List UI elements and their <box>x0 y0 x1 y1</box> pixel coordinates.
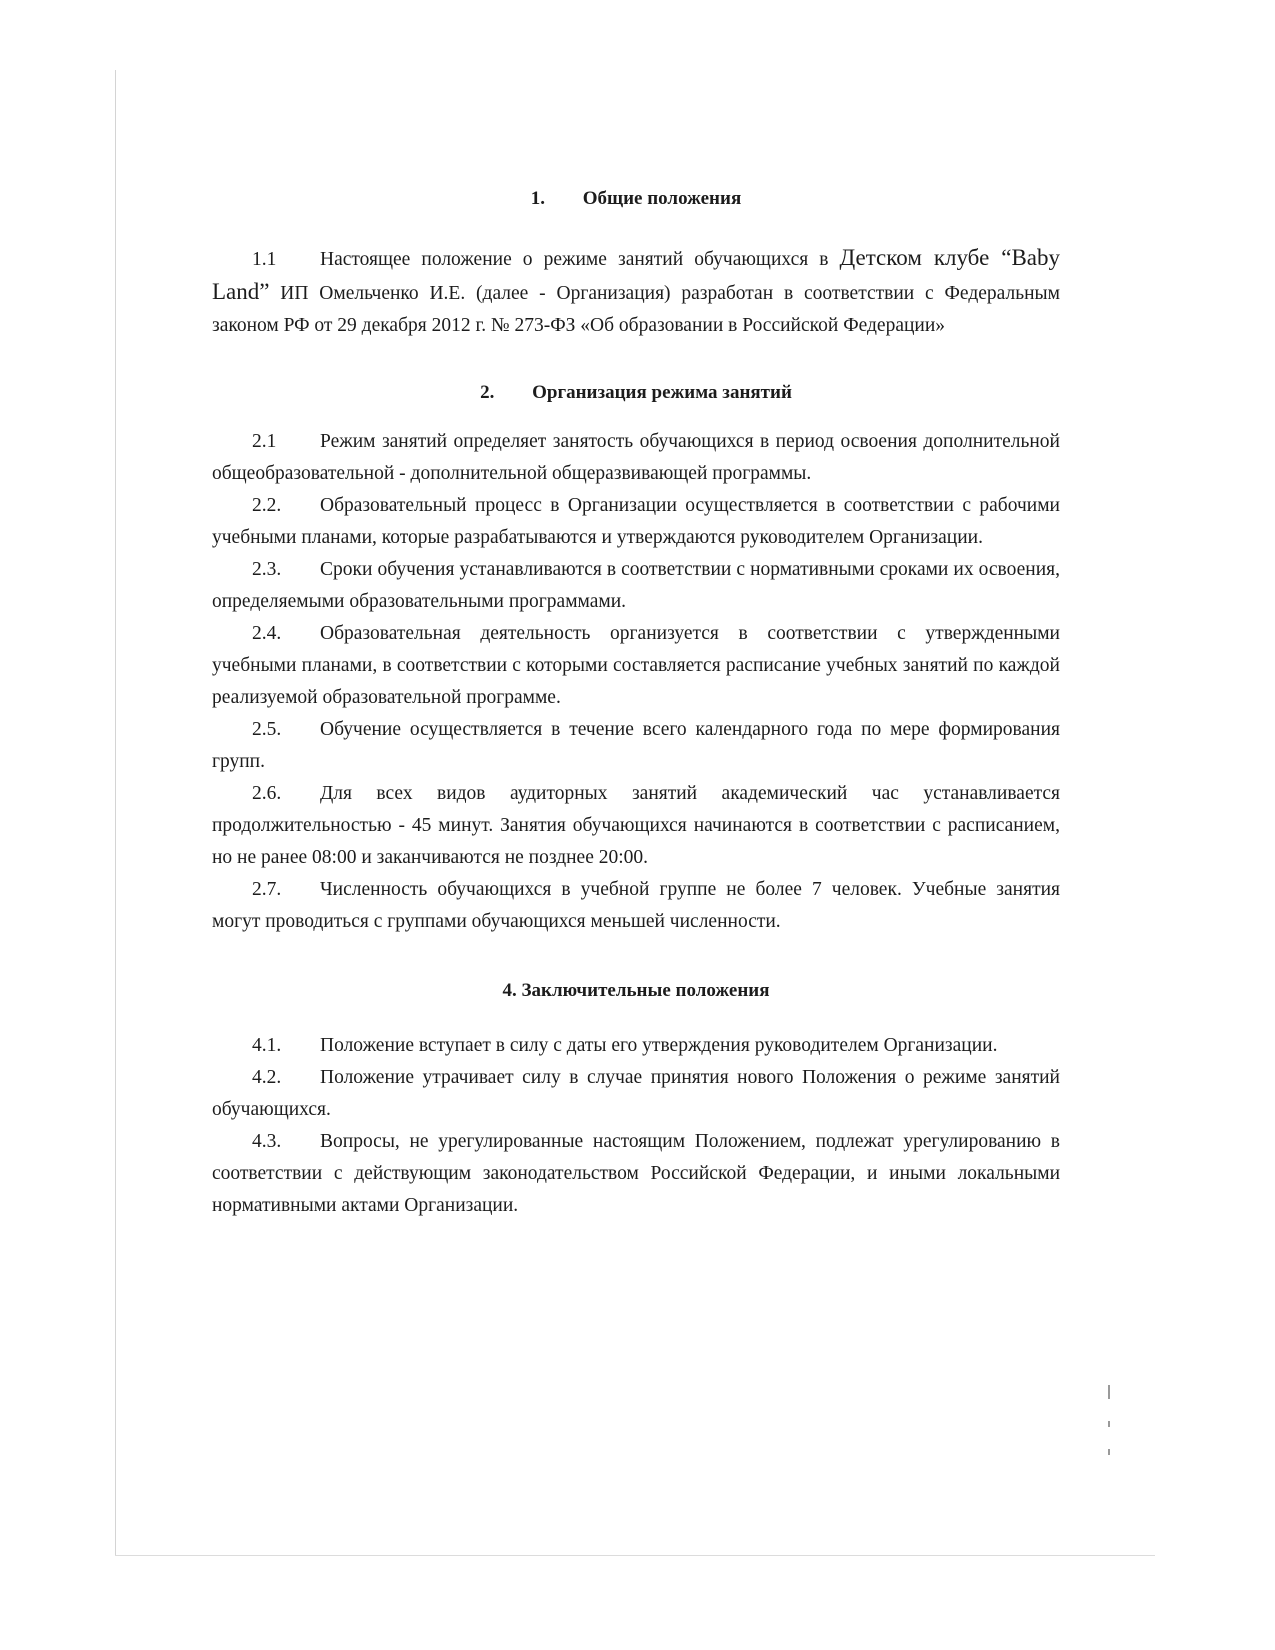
clause-text: Режим занятий определяет занятость обучающихся в период освоения дополнительной общеобразовательной - дополнительной общеразвивающей программы. <box>212 431 1060 484</box>
clause-2-1 <box>212 426 1060 490</box>
clause-2-2 <box>212 490 1060 554</box>
clause-number: 4.1. <box>252 1035 282 1056</box>
section-title: 4. Заключительные положения <box>502 980 770 1001</box>
section-title: Организация режима занятий <box>532 382 792 403</box>
clause-text: Образовательная деятельность организуется в соответствии с утвержденными учебными планами, в соответствии с которыми составляется расписание учебных занятий по каждой реализуемой образовательной программе. <box>212 623 1060 708</box>
clause-text: Положение утрачивает силу в случае принятия нового Положения о режиме занятий обучающихся. <box>212 1067 1060 1120</box>
clause-number: 2.7. <box>252 879 282 900</box>
clause-2-3 <box>212 554 1060 618</box>
page-edge-bottom <box>115 1555 1155 1556</box>
clause-1-1 <box>212 242 1060 342</box>
clause-4-3 <box>212 1126 1060 1222</box>
clause-number: 2.1 <box>252 431 277 452</box>
clause-4-2 <box>212 1062 1060 1126</box>
clause-text-part-a: Настоящее положение о режиме занятий обучающихся в <box>320 249 840 270</box>
clause-text-part-b: ИП Омельченко И.Е. (далее - Организация) разработан в соответствии с Федеральным законом РФ от 29 декабря 2012 г. № 273-ФЗ «Об образовании в Российской Федерации» <box>212 283 1060 336</box>
clause-text: Положение вступает в силу с даты его утверждения руководителем Организации. <box>320 1035 998 1056</box>
section-heading-final <box>212 980 1060 1002</box>
clause-text-club-name: Детском клубе “Baby Land” <box>212 245 1060 304</box>
clause-number: 2.4. <box>252 623 282 644</box>
clause-2-6 <box>212 778 1060 874</box>
clause-text: Численность обучающихся в учебной группе не более 7 человек. Учебные занятия могут проводиться с группами обучающихся меньшей численности. <box>212 879 1060 932</box>
clause-number: 2.3. <box>252 559 282 580</box>
document-body <box>212 188 1060 1222</box>
clause-text: Образовательный процесс в Организации осуществляется в соответствии с рабочими учебными планами, которые разрабатываются и утверждаются руководителем Организации. <box>212 495 1060 548</box>
clause-2-7 <box>212 874 1060 938</box>
section-number: 1. <box>530 188 546 209</box>
section-heading-schedule <box>212 382 1060 404</box>
clause-text: Обучение осуществляется в течение всего календарного года по мере формирования групп. <box>212 719 1060 772</box>
scan-marks <box>1108 1385 1110 1505</box>
clause-number: 2.5. <box>252 719 282 740</box>
section-heading-general <box>212 188 1060 210</box>
clause-number: 4.3. <box>252 1131 282 1152</box>
clause-2-5 <box>212 714 1060 778</box>
clause-4-1 <box>212 1030 1060 1062</box>
clause-number: 4.2. <box>252 1067 282 1088</box>
clause-text: Вопросы, не урегулированные настоящим Положением, подлежат урегулированию в соответствии с действующим законодательством Российской Федерации, и иными локальными нормативными актами Организации. <box>212 1131 1060 1216</box>
clause-text: Для всех видов аудиторных занятий академический час устанавливается продолжительностью - 45 минут. Занятия обучающихся начинаются в соответствии с расписанием, но не ранее 08:00 и заканчиваются не позднее 20:00. <box>212 783 1060 868</box>
clause-2-4 <box>212 618 1060 714</box>
clause-number: 1.1 <box>252 249 277 270</box>
clause-number: 2.2. <box>252 495 282 516</box>
clause-number: 2.6. <box>252 783 282 804</box>
page-edge-left <box>115 70 116 1555</box>
section-title: Общие положения <box>582 188 742 209</box>
clause-text: Сроки обучения устанавливаются в соответствии с нормативными сроками их освоения, определяемыми образовательными программами. <box>212 559 1060 612</box>
section-number: 2. <box>480 382 495 403</box>
